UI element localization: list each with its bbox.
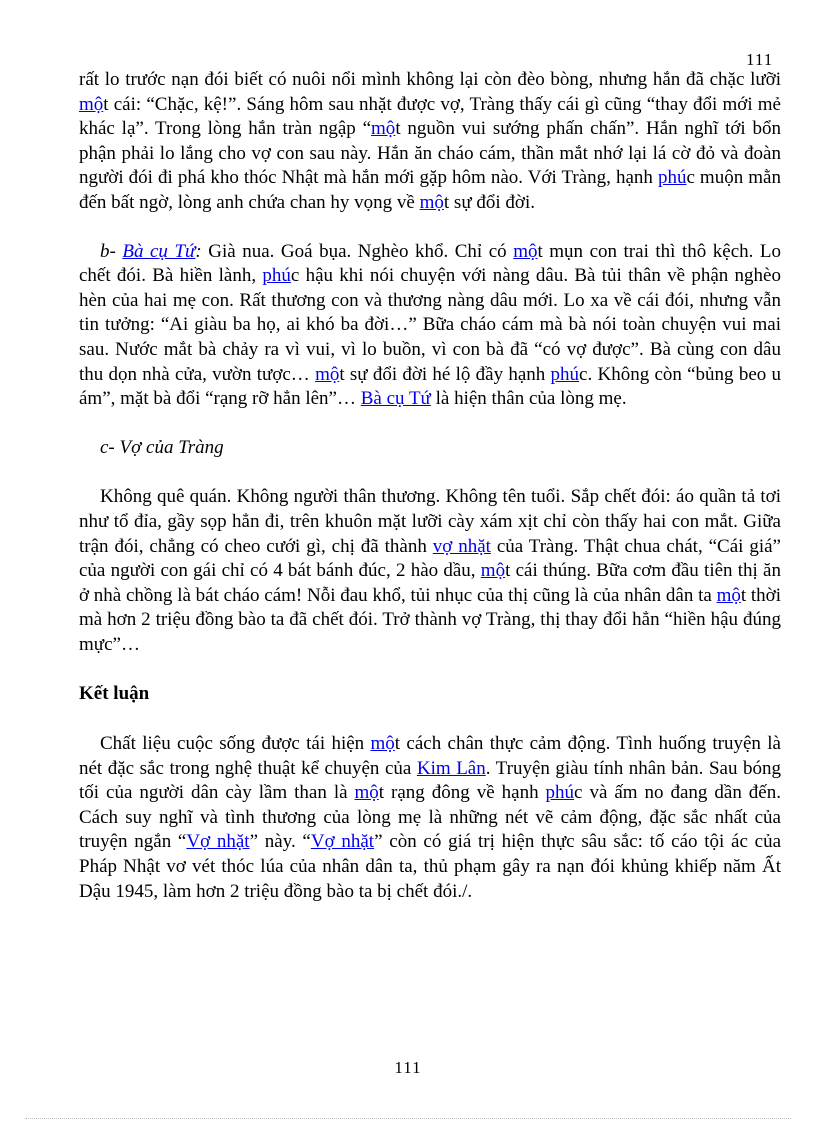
text-run: t sự đổi đời hé lộ đầy hạnh	[339, 363, 551, 385]
text-run: c muộn mằn đến bất ngờ, lòng anh chứa chan hy vọng về	[79, 167, 781, 213]
link-phuc[interactable]: phú	[657, 167, 687, 189]
link-mot[interactable]: mộ	[315, 363, 340, 385]
text-run: t mụn con trai thì thô kệch. Lo chết đói. Bà hiền lành,	[79, 240, 782, 287]
link-mot[interactable]: mộ	[371, 118, 396, 140]
text-run: t nguồn vui sướng phấn chấn”. Hắn nghĩ tới bổn phận phải lo lắng cho vợ con sau này. Hắn ăn cháo cám, thần mắt nhớ lại lá cờ đỏ và đoàn người đói đi phá kho thóc Nhật mà hắn mới gặp hôm nào. Với Tràng, hạnh	[79, 118, 781, 189]
page-number-bottom: 111	[394, 1058, 422, 1077]
paragraph-ket-luan	[79, 732, 781, 904]
section-heading-vo-cua-trang: c- Vợ của Tràng	[100, 436, 224, 458]
link-mot[interactable]: mộ	[419, 191, 444, 213]
text-run: ” này. “	[249, 831, 311, 853]
link-ba-cu-tu[interactable]: Bà cụ Tứ	[360, 388, 431, 410]
paragraph-ba-cu-tu	[79, 240, 781, 412]
text-run: c và ấm no đang dần đến. Cách suy nghĩ và tình thương của lòng mẹ là những nét vẽ cảm động, đặc sắc nhất của truyện ngắn “	[79, 782, 781, 853]
link-phuc[interactable]: phú	[550, 363, 580, 385]
text-run: c hậu khi nói chuyện với nàng dâu. Bà tủi thân về phận nghèo hèn của hai mẹ con. Rất thương con và thương nàng dâu mới. Lo xa về cái đói, nhưng vẫn tin tưởng: “Ai giàu ba họ, ai khó ba đời…” Bữa cháo cám mà bà nói toàn chuyện vui mai sau. Nước mắt bà chảy ra vì vui, vì lo buồn, vì con bà đã “có vợ được”. Bà cùng con dâu thu dọn nhà cửa, vườn tược…	[79, 265, 781, 385]
link-vo-nhat[interactable]: Vợ nhặt	[186, 831, 250, 853]
text-run: . Truyện giàu tính nhân bản. Sau bóng tối của người dân cày lầm than là	[79, 757, 781, 804]
text-run: t thời mà hơn 2 triệu đồng bào ta đã chết đói. Trở thành vợ Tràng, thị thay đổi hẳn “hiền hậu đúng mực”…	[79, 584, 781, 655]
text-run: Chất liệu cuộc sống được tái hiện	[100, 733, 371, 755]
link-mot[interactable]: mộ	[480, 560, 506, 582]
section-label-b: b-	[100, 240, 123, 262]
link-vo-nhat[interactable]: vợ nhặt	[432, 535, 491, 557]
link-mot[interactable]: mộ	[513, 240, 538, 262]
link-mot[interactable]: mộ	[370, 733, 395, 755]
link-phuc[interactable]: phú	[545, 782, 575, 804]
heading-ket-luan: Kết luận	[79, 683, 150, 705]
document-body	[79, 68, 781, 904]
link-vo-nhat[interactable]: Vợ nhặt	[310, 831, 375, 853]
text-run: t cách chân thực cảm động. Tình huống truyện là nét đặc sắc trong nghệ thuật kể chuyện của	[79, 733, 781, 779]
text-run: t sự đổi đời.	[443, 191, 535, 213]
text-run: rất lo trước nạn đói biết có nuôi nổi mình không lại còn đèo bòng, nhưng hắn đã chặc lưỡi	[79, 69, 781, 90]
text-run: t cái: “Chặc, kệ!”. Sáng hôm sau nhặt được vợ, Tràng thấy cái gì cũng “thay đổi mới mẻ khác lạ”. Trong lòng hắn tràn ngập “	[79, 93, 781, 140]
text-run: t rạng đông về hạnh	[378, 782, 546, 804]
text-run: của Tràng. Thật chua chát, “Cái giá” của người con gái chỉ có 4 bát bánh đúc, 2 hào dầu,	[79, 535, 781, 582]
link-mot[interactable]: mộ	[354, 782, 379, 804]
link-mot[interactable]: mộ	[716, 584, 741, 606]
text-run: Già nua. Goá bụa. Nghèo khổ. Chỉ có	[201, 240, 514, 262]
colon: :	[195, 240, 202, 262]
page-bottom-divider	[25, 1118, 791, 1119]
text-run: c. Không còn “bủng beo u ám”, mặt bà đổi “rạng rỡ hẳn lên”…	[79, 363, 782, 410]
page-number-top: 111	[746, 50, 774, 69]
link-kim-lan[interactable]: Kim Lân	[416, 757, 486, 779]
link-ba-cu-tu[interactable]: Bà cụ Tứ	[122, 240, 196, 262]
link-mot[interactable]: mộ	[79, 93, 104, 115]
text-run: t cái thúng. Bữa cơm đầu tiên thị ăn ở nhà chồng là bát cháo cám! Nỗi đau khổ, tủi nhục của thị cũng là của nhân dân ta	[79, 560, 781, 606]
text-run: ” còn có giá trị hiện thực sâu sắc: tố cáo tội ác của Pháp Nhật vơ vét thóc lúa của nhân dân ta, thủ phạm gây ra nạn đói khủng khiếp năm Ất Dậu 1945, làm hơn 2 triệu đồng bào ta bị chết đói./.	[79, 831, 782, 902]
text-run: là hiện thân của lòng mẹ.	[430, 388, 627, 410]
paragraph-trang	[79, 68, 781, 216]
link-phuc[interactable]: phú	[262, 265, 291, 287]
paragraph-vo-cua-trang	[79, 485, 781, 657]
text-run: Không quê quán. Không người thân thương. Không tên tuổi. Sắp chết đói: áo quần tả tơi như tổ đỉa, gầy sọp hẳn đi, trên khuôn mặt lưỡi cày xám xịt chỉ còn thấy hai con mắt. Giữa trận đói, chẳng có cheo cưới gì, chị đã thành	[79, 486, 781, 557]
